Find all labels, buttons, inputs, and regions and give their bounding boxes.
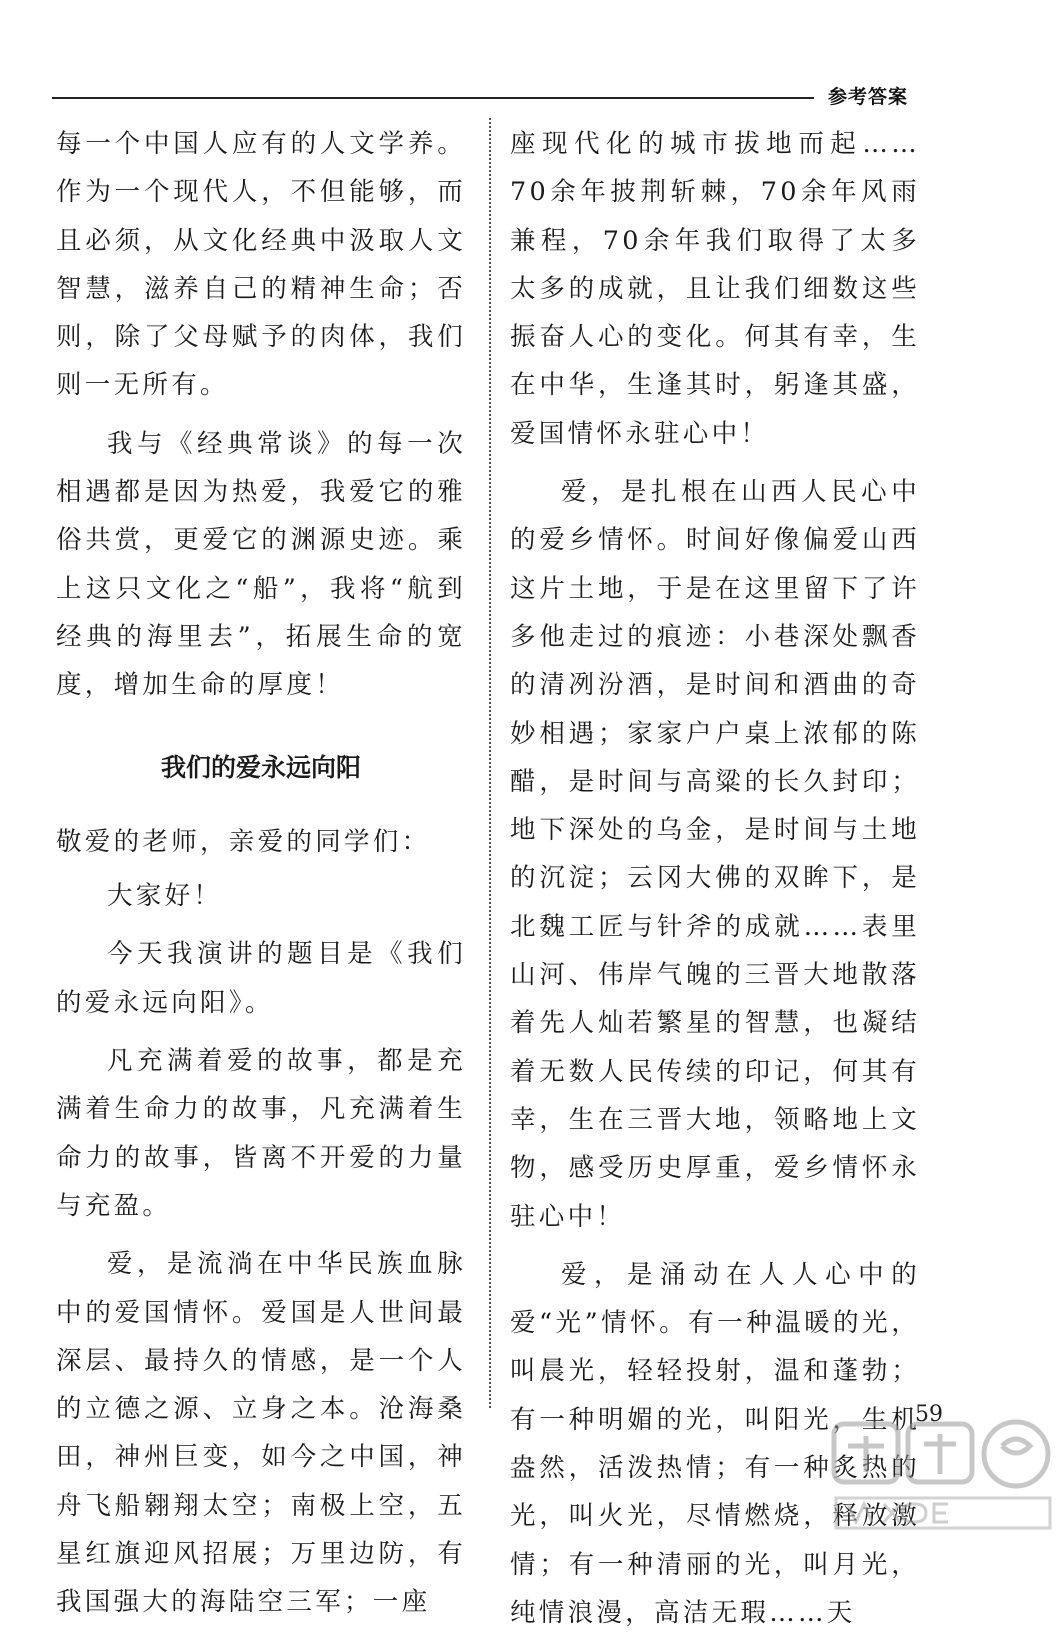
left-paragraph-1: 每一个中国人应有的人文学养。作为一个现代人，不但能够，而且必须，从文化经典中汲取人文智慧，滋养自己的精神生命；否则，除了父母赋予的肉体，我们则一无所有。 — [56, 129, 466, 401]
left-column — [56, 120, 466, 1627]
left-paragraph-2: 我与《经典常谈》的每一次相遇都是因为热爱，我爱它的雅俗共赏，更爱它的渊源史迹。乘上这只文化之“船”，我将“航到经典的海里去”，拓展生命的宽度，增加生命的厚度！ — [56, 428, 466, 701]
left-paragraph-5: 爱，是流淌在中华民族血脉中的爱国情怀。爱国是人世间最深层、最持久的情感，是一个人的立德之源、立身之本。沧海桑田，神州巨变，如今之中国，神舟飞船翱翔太空；南极上空，五星红旗迎风招展；万里边防，有我国强大的海陆空三军；一座 — [56, 1249, 466, 1618]
column-divider — [489, 118, 491, 1408]
greeting: 大家好！ — [107, 881, 223, 912]
right-paragraph-2: 爱，是扎根在山西人民心中的爱乡情怀。时间好像偏爱山西这片土地，于是在这里留下了许多他走过的痕迹：小巷深处飘香的清冽汾酒，是时间和酒曲的奇妙相遇；家家户户桌上浓郁的陈醋，是时间与高粱的长久封印；地下深处的乌金，是时间与土地的沉淀；云冈大佛的双眸下，是北魏工匠与针斧的成就……表里山河、伟岸气魄的三晋大地散落着先人灿若繁星的智慧，也凝结着无数人民传续的印记，何其有幸，生在三晋大地，领略地上文物，感受历史厚重，爱乡情怀永驻心中！ — [510, 477, 920, 1232]
page-number: 59 — [915, 1402, 943, 1427]
right-paragraph-1: 座现代化的城市拔地而起……70余年披荆斩棘，70余年风雨兼程，70余年我们取得了太多太多的成就，且让我们细数这些振奋人心的变化。何其有幸，生在中华，生逢其时，躬逢其盛，爱国情怀永驻心中！ — [510, 129, 920, 449]
left-paragraph-4: 凡充满着爱的故事，都是充满着生命力的故事，凡充满着生命力的故事，皆离不开爱的力量与充盈。 — [56, 1046, 466, 1221]
header-rule — [52, 97, 814, 99]
watermark-logo — [828, 1416, 1058, 1534]
essay-title: 我们的爱永远向阳 — [160, 752, 361, 782]
right-column — [510, 120, 920, 1637]
salutation: 敬爱的老师，亲爱的同学们： — [56, 826, 431, 857]
left-paragraph-3: 今天我演讲的题目是《我们的爱永远向阳》。 — [56, 939, 466, 1018]
right-paragraph-3: 爱，是涌动在人人心中的爱“光”情怀。有一种温暖的光，叫晨光，轻轻投射，温和蓬勃；有一种明媚的光，叫阳光，生机盎然，活泼热情；有一种炙热的光，叫火光，尽情燃烧，释放激情；有一种清丽的光，叫月光，纯情浪漫，高洁无瑕……天 — [510, 1259, 920, 1628]
section-label: 参考答案 — [828, 86, 909, 108]
